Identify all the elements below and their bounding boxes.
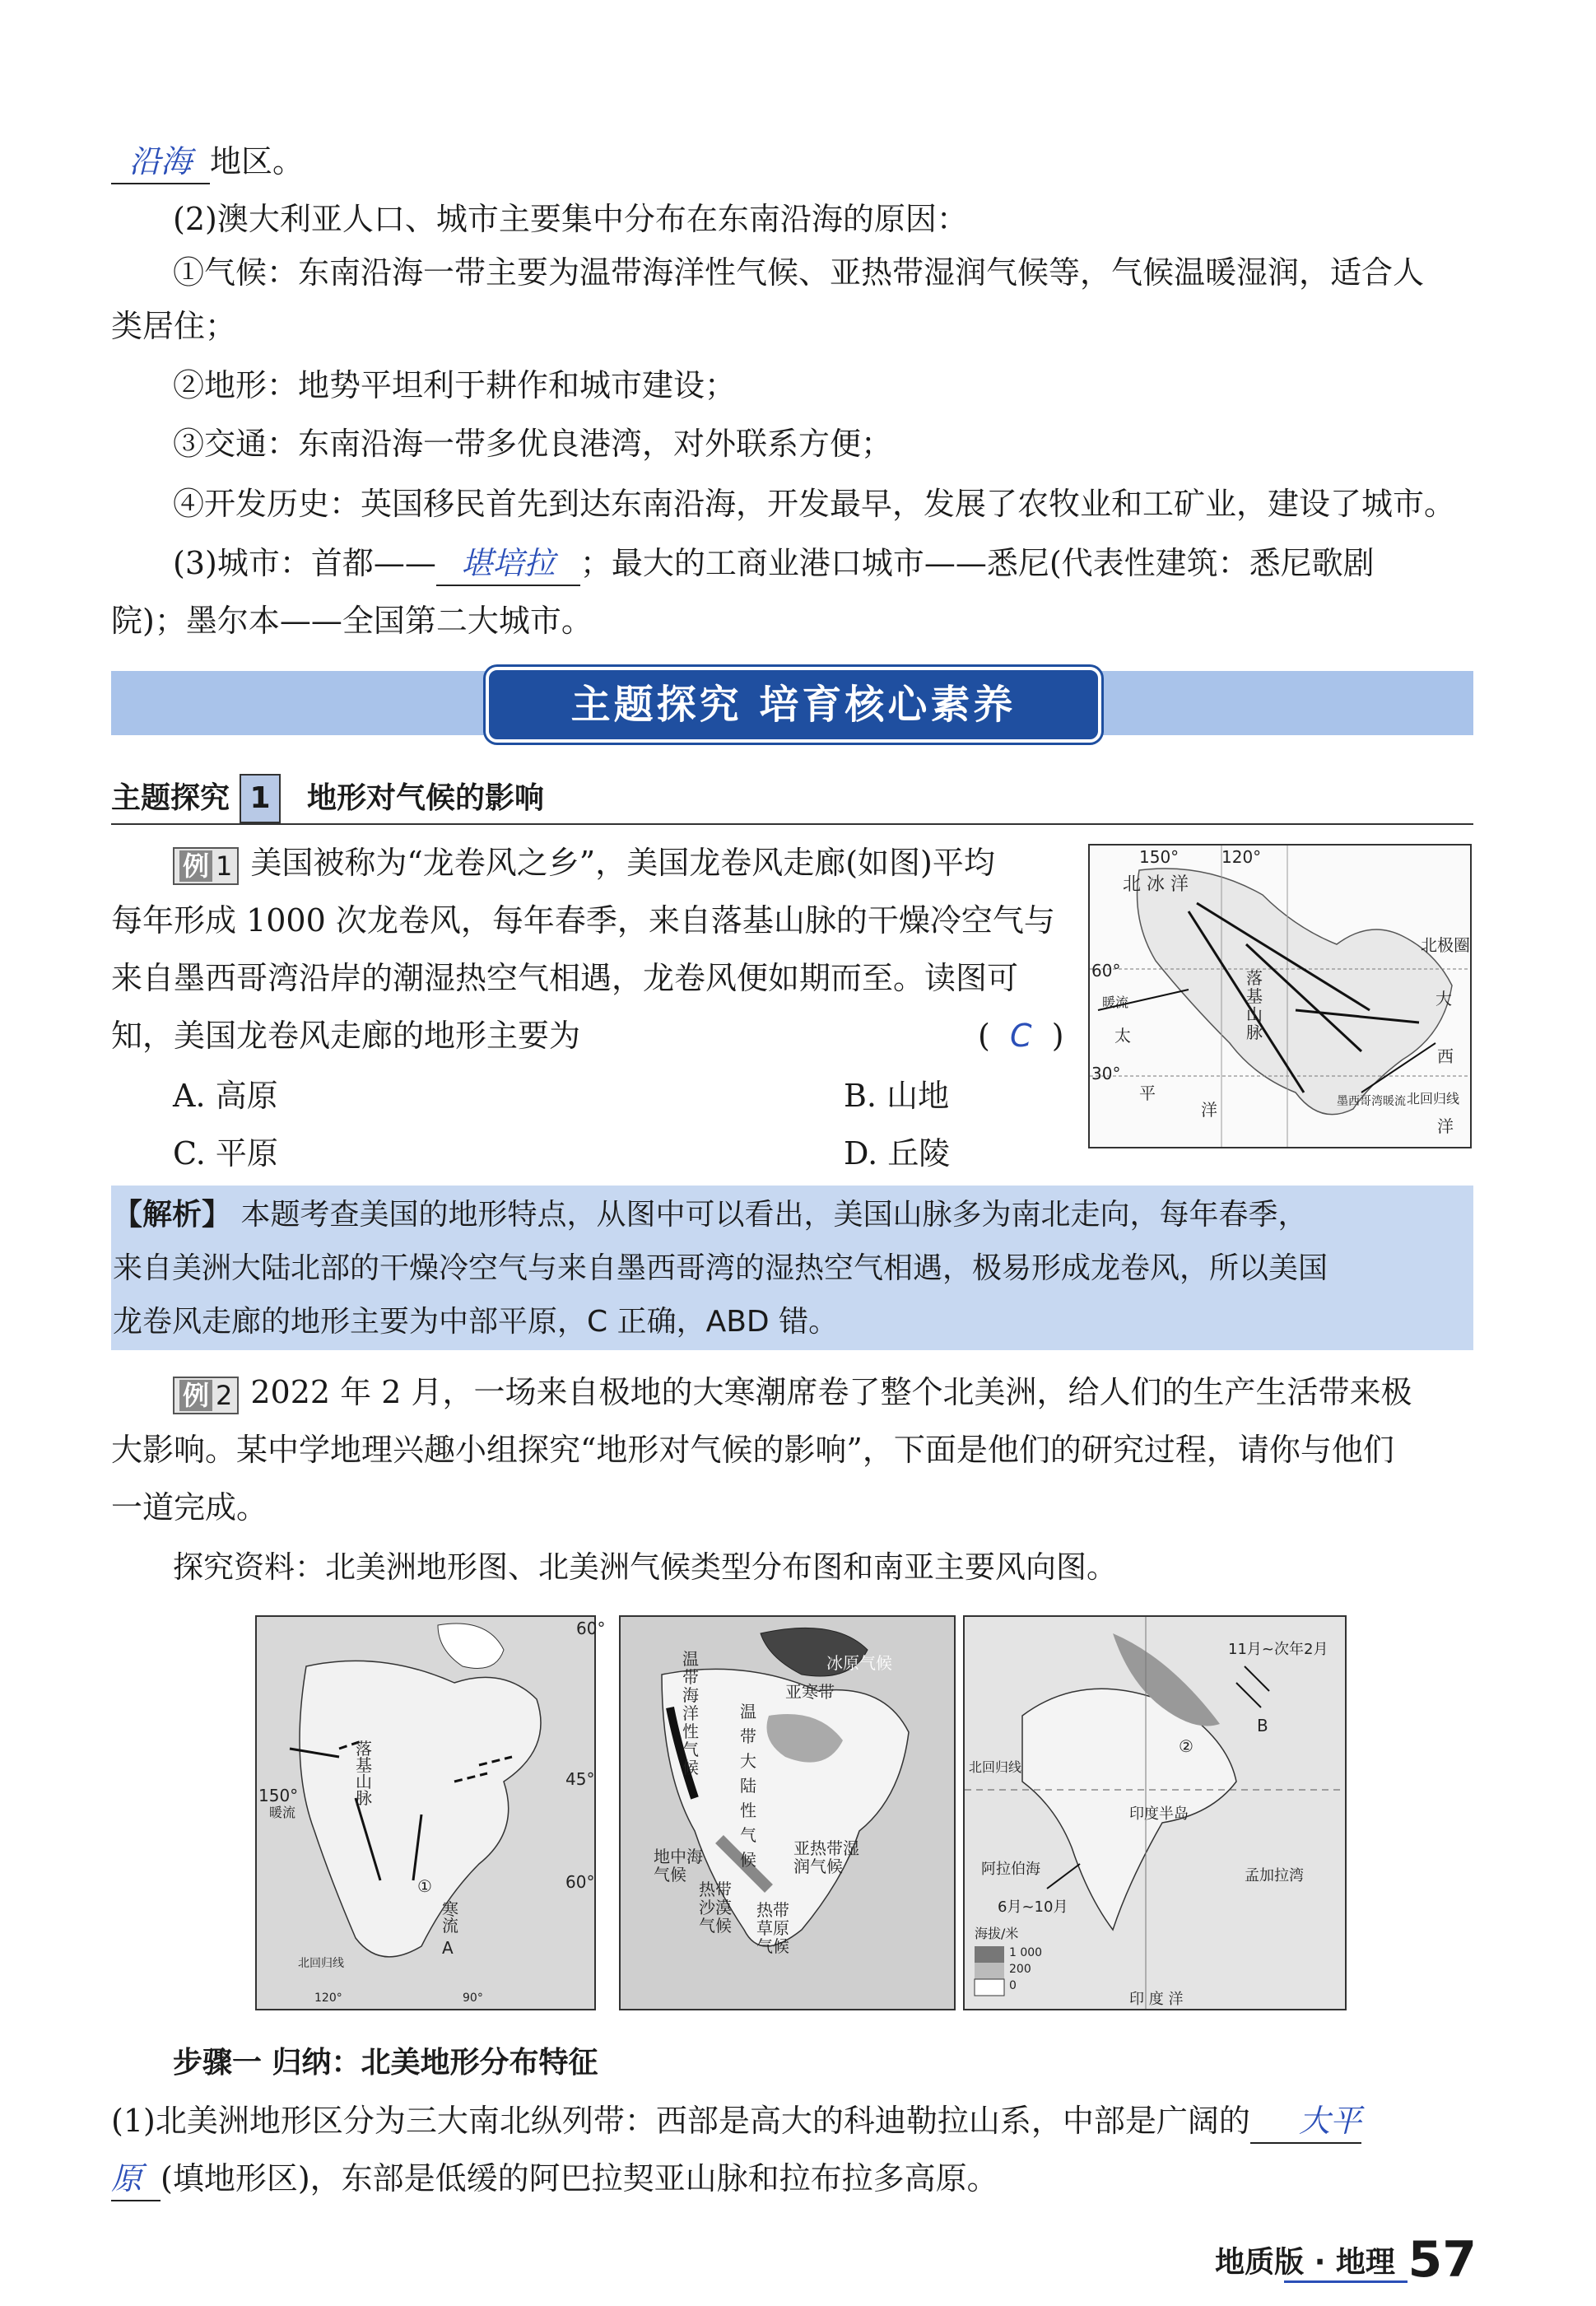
tornado-alley-map: [1088, 844, 1472, 1148]
map-label: 寒流: [442, 1899, 458, 1936]
terrain-map-graphic: [257, 1617, 594, 2009]
text: (3)城市：首都——: [173, 545, 436, 581]
map-label: 150°: [258, 1786, 299, 1805]
topic-title: 地形对气候的影响: [307, 781, 545, 815]
example1-line2: 每年形成 1000 次龙卷风，每年春季，来自落基山脉的干燥冷空气与: [111, 902, 1055, 939]
map-label: A: [442, 1938, 454, 1958]
answer-bracket: ( C ): [978, 1018, 1064, 1054]
map-label: 北极圈: [1421, 935, 1470, 955]
example1-line4: 知，美国龙卷风走廊的地形主要为: [111, 1018, 581, 1054]
map-label: 温带大陆性气候: [740, 1702, 756, 1870]
map-label: 暖流: [1102, 995, 1129, 1010]
option-d[interactable]: D. 丘陵: [844, 1135, 951, 1172]
topic-label: 主题探究: [111, 781, 230, 815]
map-label: 冰原气候: [826, 1653, 892, 1673]
north-america-terrain-map: [255, 1615, 606, 2010]
map-label: 热带草原气候: [756, 1900, 789, 1956]
paragraph: 类居住；: [111, 308, 237, 344]
example-tag: 例 1: [173, 847, 239, 885]
paragraph: ③交通：东南沿海一带多优良港湾，对外联系方便；: [173, 426, 893, 462]
legend-label: 1 000: [1009, 1946, 1043, 1959]
page-number: 57: [1408, 2231, 1477, 2289]
map-label: 大: [1435, 989, 1452, 1009]
answer-blank-plain-a[interactable]: 大平: [1250, 2099, 1361, 2144]
map-label: 北 冰 洋: [1123, 874, 1189, 895]
topic-heading: [111, 774, 1473, 825]
text: ；最大的工商业港口城市——悉尼(代表性建筑：悉尼歌剧: [579, 545, 1375, 581]
footer-text: 地质版 · 地理: [1215, 2245, 1395, 2280]
map-label: 120°: [314, 1992, 342, 2005]
topic-number: 1: [240, 774, 281, 823]
south-asia-wind-map: [963, 1615, 1347, 2010]
map-label: 孟加拉湾: [1245, 1867, 1304, 1884]
map-label: 洋: [1201, 1100, 1217, 1120]
option-c[interactable]: C. 平原: [173, 1135, 278, 1172]
legend-label: 200: [1009, 1963, 1031, 1976]
map-label: 60°: [565, 1872, 595, 1892]
map-label: 北回归线: [298, 1957, 344, 1970]
example1-line1: 例 1 美国被称为“龙卷风之乡”，美国龙卷风走廊(如图)平均: [173, 841, 995, 885]
paragraph: (2)澳大利亚人口、城市主要集中分布在东南沿海的原因：: [173, 201, 968, 237]
map-label: ②: [1179, 1736, 1194, 1756]
map-label: 地中海气候: [654, 1847, 703, 1884]
option-b[interactable]: B. 山地: [844, 1078, 950, 1114]
step1-line2: 原 (填地形区)，东部是低缓的阿巴拉契亚山脉和拉布拉多高原。: [111, 2157, 998, 2201]
map-label: 11月~次年2月: [1228, 1641, 1328, 1658]
map-label: 暖流: [269, 1805, 296, 1820]
map-label: 120°: [1221, 847, 1262, 867]
paragraph: ④开发历史：英国移民首先到达东南沿海，开发最早，发展了农牧业和工矿业，建设了城市。: [173, 486, 1456, 522]
example2-line2: 大影响。某中学地理兴趣小组探究“地形对气候的影响”，下面是他们的研究过程，请你与他们: [111, 1432, 1394, 1468]
answer-blank-coastal[interactable]: 沿海: [111, 140, 210, 184]
paragraph: ②地形：地势平坦利于耕作和城市建设；: [173, 367, 737, 403]
map-label: 阿拉伯海: [981, 1861, 1040, 1878]
map-label: 太: [1114, 1026, 1131, 1046]
map-label: ①: [417, 1876, 432, 1896]
example2-line3: 一道完成。: [111, 1489, 268, 1526]
legend-label: 0: [1009, 1979, 1017, 1992]
answer-blank-capital[interactable]: 堪培拉: [436, 542, 580, 586]
legend-title: 海拔/米: [975, 1926, 1019, 1941]
answer-blank-plain-b[interactable]: 原: [111, 2157, 161, 2201]
map-label: 印 度 洋: [1129, 1991, 1184, 2008]
example2-line1: 例 2 2022 年 2 月，一场来自极地的大寒潮席卷了整个北美洲，给人们的生产生活带来极: [173, 1371, 1412, 1414]
map-label: 45°: [565, 1769, 595, 1789]
example-tag: 例 2: [173, 1377, 239, 1414]
map-label: 热带沙漠气候: [699, 1880, 732, 1936]
map-label: 60°: [1091, 961, 1121, 981]
analysis-line2: 来自美洲大陆北部的干燥冷空气与来自墨西哥湾的湿热空气相遇，极易形成龙卷风，所以美国: [113, 1251, 1328, 1285]
step1-line1: (1)北美洲地形区分为三大南北纵列带：西部是高大的科迪勒拉山系，中部是广阔的 大平: [111, 2099, 1361, 2144]
analysis-line3: 龙卷风走廊的地形主要为中部平原，C 正确，ABD 错。: [113, 1305, 839, 1339]
analysis-box: [111, 1186, 1473, 1350]
material-line: 探究资料：北美洲地形图、北美洲气候类型分布图和南亚主要风向图。: [173, 1549, 1117, 1585]
example1-answer[interactable]: C: [1009, 1018, 1032, 1054]
paragraph: 院)；墨尔本——全国第二大城市。: [111, 603, 593, 639]
map-label: 90°: [463, 1992, 483, 2005]
map-label: 6月~10月: [998, 1898, 1068, 1916]
map-label: 150°: [1139, 847, 1180, 867]
north-america-climate-map: [619, 1615, 956, 2010]
paragraph: ①气候：东南沿海一带主要为温带海洋性气候、亚热带湿润气候等，气候温暖湿润，适合人: [173, 254, 1425, 291]
map-label: 落基山脉: [1246, 968, 1263, 1042]
footer-underline: [1284, 2280, 1408, 2283]
map-label: 落基山脉: [356, 1739, 372, 1808]
fill-line-2: [173, 542, 1375, 586]
map-label: 印度半岛: [1129, 1805, 1189, 1823]
map-label: 60°: [576, 1619, 606, 1638]
map-label: 西: [1437, 1046, 1454, 1066]
text: 地区。: [210, 143, 305, 179]
map-label: 洋: [1437, 1116, 1454, 1136]
map-label: 亚热带湿润气候: [793, 1838, 859, 1876]
fill-line-1: [111, 140, 304, 184]
map-label: 北回归线: [969, 1759, 1022, 1775]
example1-line3: 来自墨西哥湾沿岸的潮湿热空气相遇，龙卷风便如期而至。读图可: [111, 960, 1019, 996]
map-label: 亚寒带: [785, 1682, 835, 1702]
map-label: 墨西哥湾暖流: [1337, 1095, 1406, 1108]
map-label: B: [1257, 1716, 1268, 1735]
analysis-line1: 【解析】 本题考查美国的地形特点，从图中可以看出，美国山脉多为南北走向，每年春季，: [113, 1198, 1308, 1232]
map-label: 北回归线: [1407, 1091, 1460, 1106]
map-label: 30°: [1091, 1064, 1121, 1083]
section-banner-title: 主题探究 培育核心素养: [486, 667, 1101, 743]
map-label: 温带海洋性气候: [682, 1649, 699, 1777]
map-label: 平: [1139, 1083, 1156, 1103]
step1-title: 步骤一 归纳：北美地形分布特征: [173, 2046, 598, 2080]
option-a[interactable]: A. 高原: [173, 1078, 278, 1114]
